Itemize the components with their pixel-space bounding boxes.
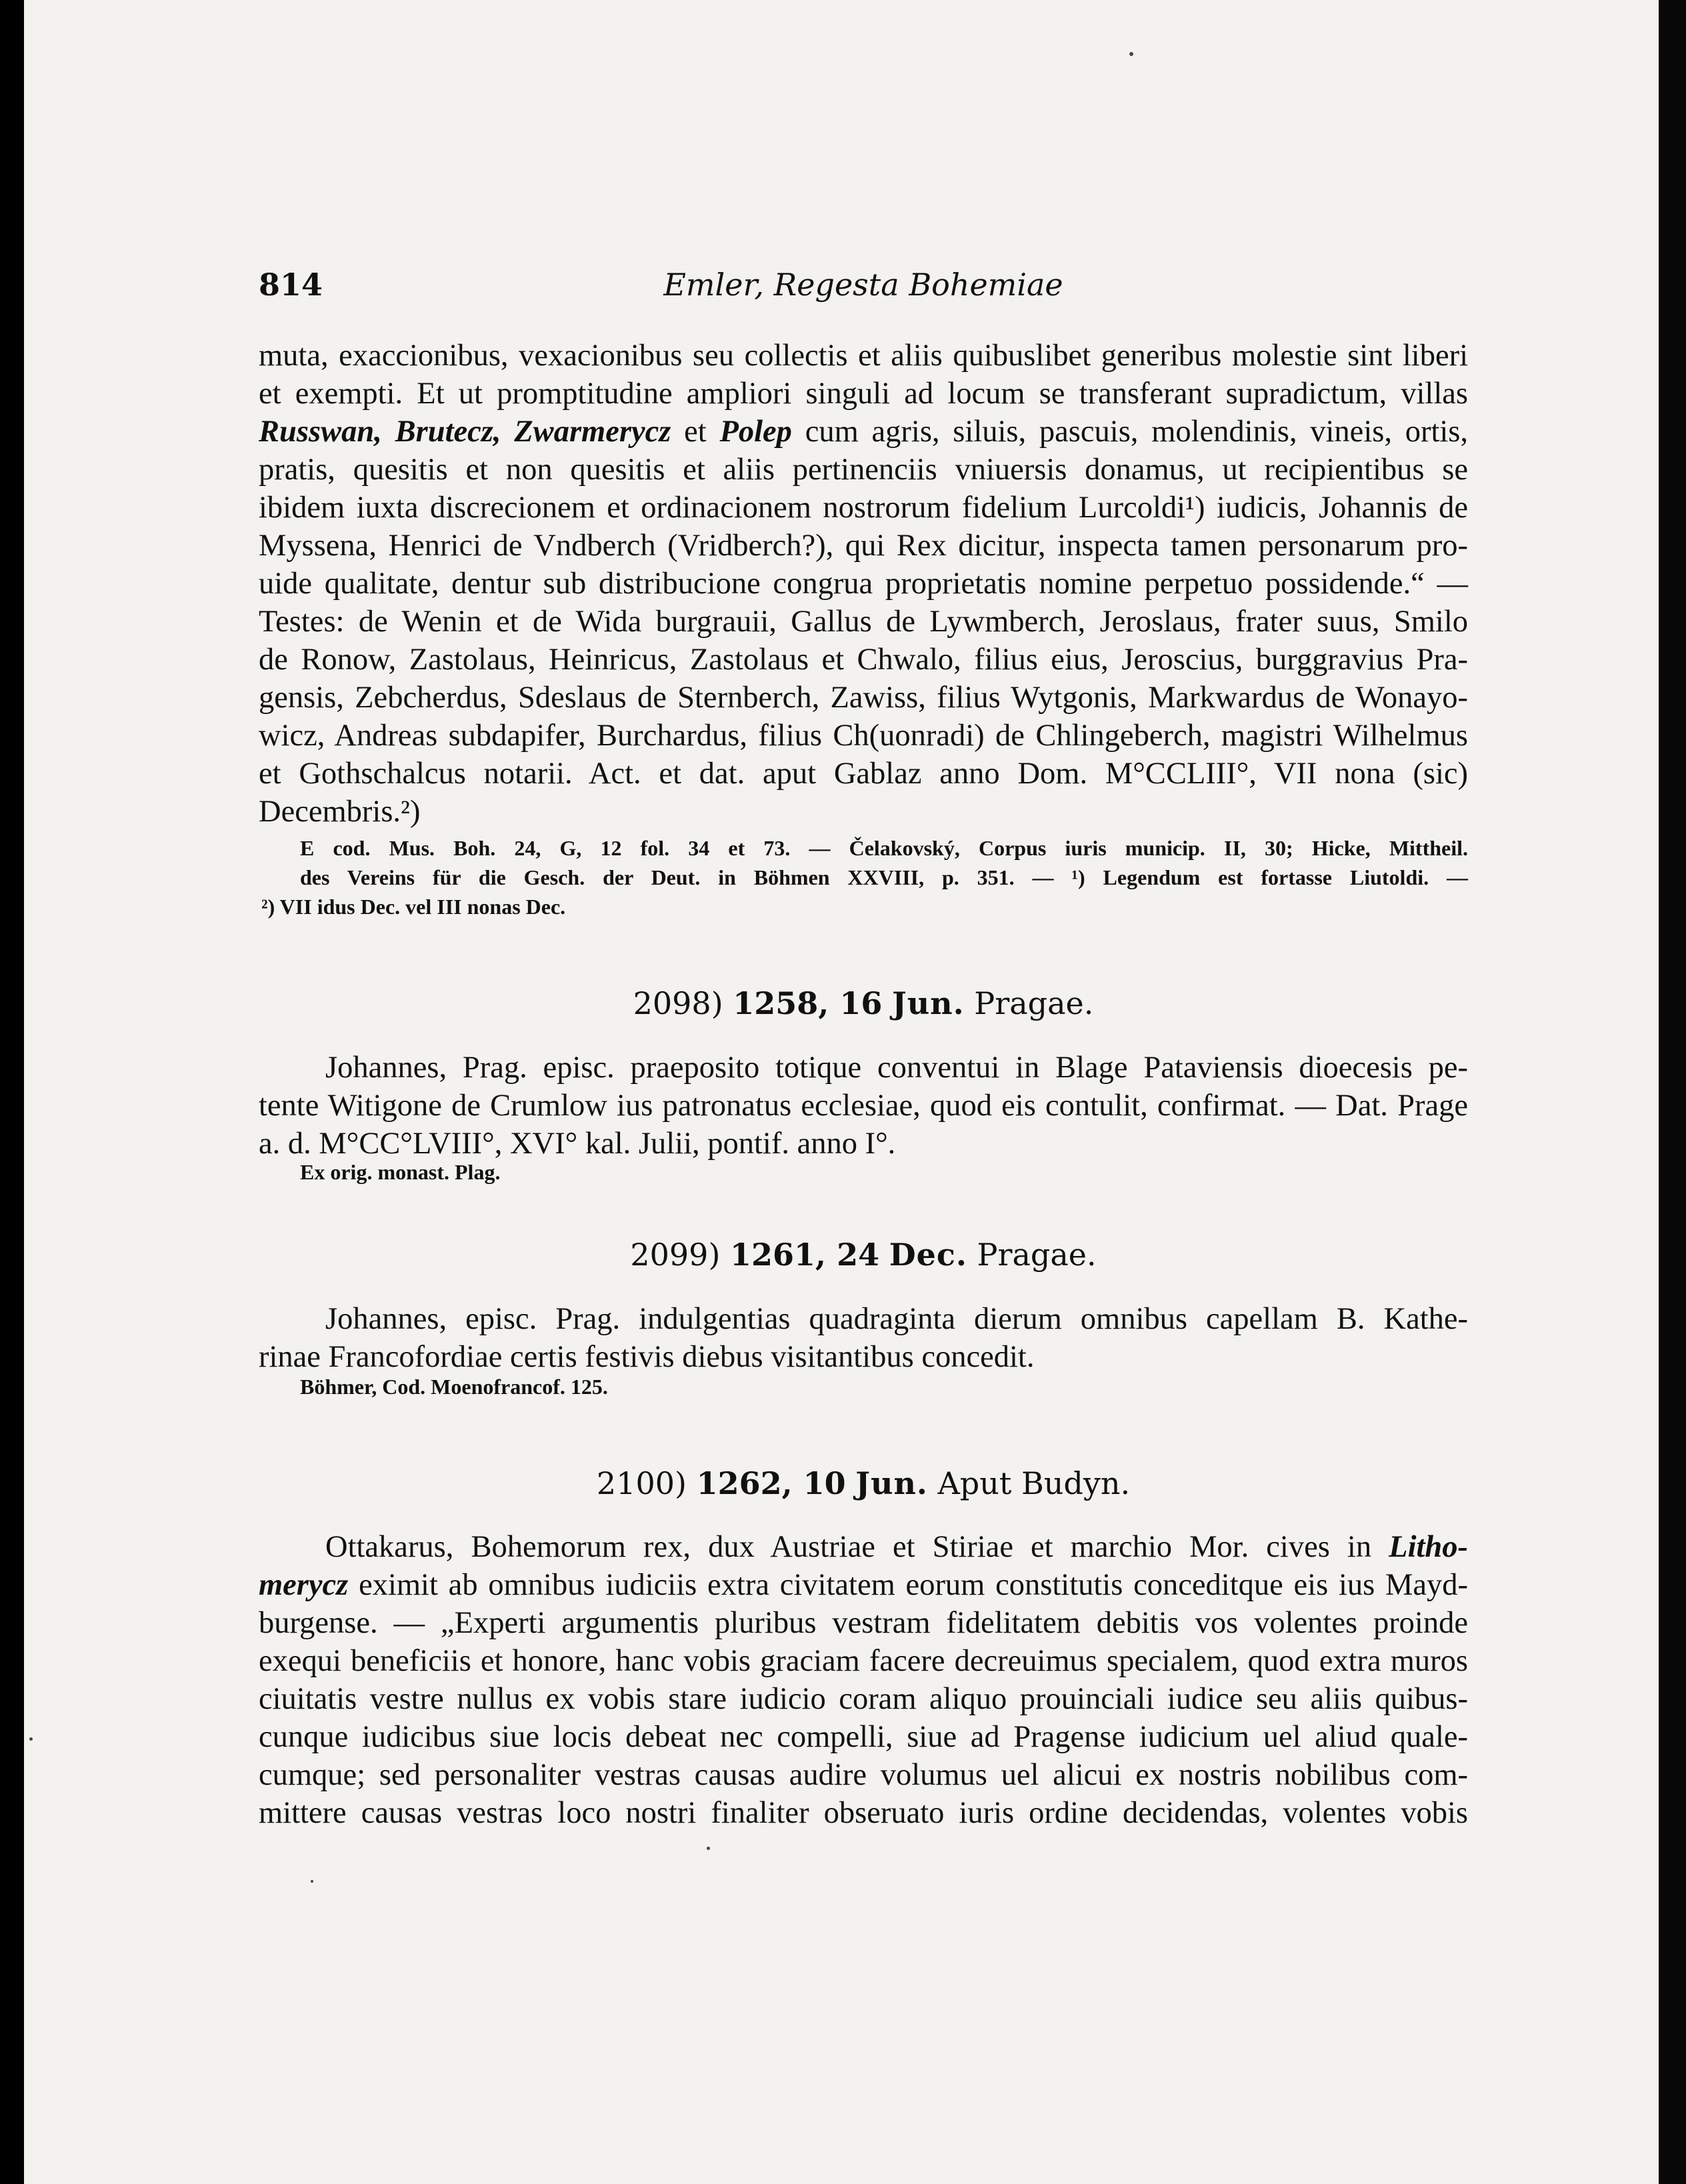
text-line: et Gothschalcus notarii. Act. et dat. aput Gablaz anno Dom. M°CCLIII°, VII nona (sic) (259, 757, 1468, 791)
text-line: pratis, quesitis et non quesitis et aliis pertinenciis vniuersis donamus, ut recipientibus se (259, 453, 1468, 487)
text-line: Johannes, Prag. episc. praeposito totique conventui in Blage Pataviensis dioecesis pe- (325, 1051, 1468, 1085)
entry-date: 1258, 16 (733, 985, 883, 1021)
villa-name: Zwarmerycz (514, 415, 671, 449)
entry-place: Pragae. (974, 985, 1094, 1021)
text-line: exequi beneficiis et honore, hanc vobis graciam facere decreuimus specialem, quod extra muros (259, 1644, 1468, 1678)
text-line: Myssena, Henrici de Vndberch (Vridberch?), qui Rex dicitur, inspecta tamen personarum pro- (259, 529, 1468, 563)
text-line: gensis, Zebcherdus, Sdeslaus de Sternberch, Zawiss, filius Wytgonis, Markwardus de Wonayo- (259, 681, 1468, 715)
running-title: Emler, Regesta Bohemiae (663, 267, 1063, 303)
running-head (259, 267, 1468, 307)
entry-place: Pragae. (977, 1237, 1097, 1273)
text-line: Johannes, episc. Prag. indulgentias quadraginta dierum omnibus capellam B. Kathe- (325, 1302, 1468, 1336)
text-line: Ottakarus, Bohemorum rex, dux Austriae et Stiriae et marchio Mor. cives in Litho- (325, 1530, 1469, 1564)
entry-notes (261, 833, 1468, 921)
scan-speck (707, 1847, 710, 1850)
text-line: merycz eximit ab omnibus iudiciis extra civitatem eorum constitutis conceditque eis ius Mayd- (259, 1568, 1469, 1602)
text-line: rinae Francofordiae certis festivis diebus visitantibus concedit. (259, 1340, 1035, 1374)
entry-month: Dec. (889, 1237, 967, 1273)
note-line: ²) VII idus Dec. vel III nonas Dec. (261, 895, 566, 919)
note-line: E cod. Mus. Boh. 24, G, 12 fol. 34 et 73. — Čelakovský, Corpus iuris municip. II, 30; Hicke, Mittheil. (300, 836, 1468, 860)
villa-name: Polep (719, 415, 792, 449)
text-line: Decembris.²) (259, 795, 421, 829)
text-line: ibidem iuxta discrecionem et ordinacionem nostrorum fidelium Lurcoldi¹) iudicis, Johannis de (259, 491, 1468, 525)
entry-number: 2098) (633, 985, 723, 1021)
continued-entry-text (259, 337, 1468, 831)
text-line: mittere causas vestras loco nostri finaliter obseruato iuris ordine decidendas, volentes vobis (259, 1796, 1468, 1830)
text-line: uide qualitate, dentur sub distribucione congrua proprietatis nomine perpetuo possidende.“ — (259, 567, 1468, 601)
scan-speck (311, 1880, 313, 1883)
villa-name: Russwan, (259, 415, 382, 449)
text-line: wicz, Andreas subdapifer, Burchardus, filius Ch(uonradi) de Chlingeberch, magistri Wilhelmus (259, 719, 1468, 753)
scan-speck (1129, 52, 1133, 56)
text-line: de Ronow, Zastolaus, Heinricus, Zastolaus et Chwalo, filius eius, Jeroscius, burggravius Pra- (259, 643, 1468, 677)
text-line: burgense. — „Experti argumentis pluribus vestram fidelitatem debitis vos volentes proinde (259, 1606, 1468, 1640)
entry-number: 2099) (630, 1237, 721, 1273)
entry-date: 1262, 10 (696, 1465, 846, 1501)
entry-date: 1261, 24 (730, 1237, 880, 1273)
text-line: cumque; sed personaliter vestras causas audire volumus uel alicui ex nostris nobilibus com- (259, 1758, 1468, 1792)
text-line: Testes: de Wenin et de Wida burgrauii, Gallus de Lywmberch, Jeroslaus, frater suus, Smilo (259, 605, 1468, 639)
text-line: et exempti. Et ut promptitudine ampliori singuli ad locum se transferant supradictum, villas (259, 377, 1468, 411)
entry-text (259, 1528, 1468, 1832)
entry-heading (259, 1237, 1468, 1273)
text-line: muta, exaccionibus, vexacionibus seu collectis et aliis quibuslibet generibus molestie sint liberi (259, 339, 1468, 373)
entry-heading (259, 1465, 1468, 1501)
text-line: a. d. M°CC°LVIII°, XVI° kal. Julii, pontif. anno I°. (259, 1127, 896, 1161)
note-line: des Vereins für die Gesch. der Deut. in Böhmen XXVIII, p. 351. — ¹) Legendum est fortasse Liutoldi. — (300, 865, 1468, 889)
entry-number: 2100) (596, 1465, 687, 1501)
text-line: ciuitatis vestre nullus ex vobis stare iudicio coram aliquo prouinciali iudice seu aliis quibus- (259, 1682, 1468, 1716)
entry-text (259, 1300, 1468, 1376)
scan-speck (29, 1737, 33, 1741)
entry-heading (259, 985, 1468, 1021)
page-number: 814 (259, 267, 323, 303)
entry-source: Ex orig. monast. Plag. (300, 1160, 501, 1184)
entry-place: Aput Budyn. (937, 1465, 1131, 1501)
text-line: Russwan, Brutecz, Zwarmerycz et Polep cum agris, siluis, pascuis, molendinis, vineis, ortis, (259, 415, 1469, 449)
entry-text (259, 1049, 1468, 1163)
entry-month: Jun. (855, 1465, 928, 1501)
text-line: cunque iudicibus siue locis debeat nec compelli, siue ad Pragense iudicium uel aliud quale- (259, 1720, 1468, 1754)
entry-month: Jun. (891, 985, 965, 1021)
text-line: tente Witigone de Crumlow ius patronatus ecclesiae, quod eis contulit, confirmat. — Dat. Prage (259, 1089, 1468, 1123)
scan-border (1659, 0, 1686, 2184)
entry-source: Böhmer, Cod. Moenofrancof. 125. (300, 1375, 608, 1399)
villa-name: Brutecz, (395, 415, 501, 449)
